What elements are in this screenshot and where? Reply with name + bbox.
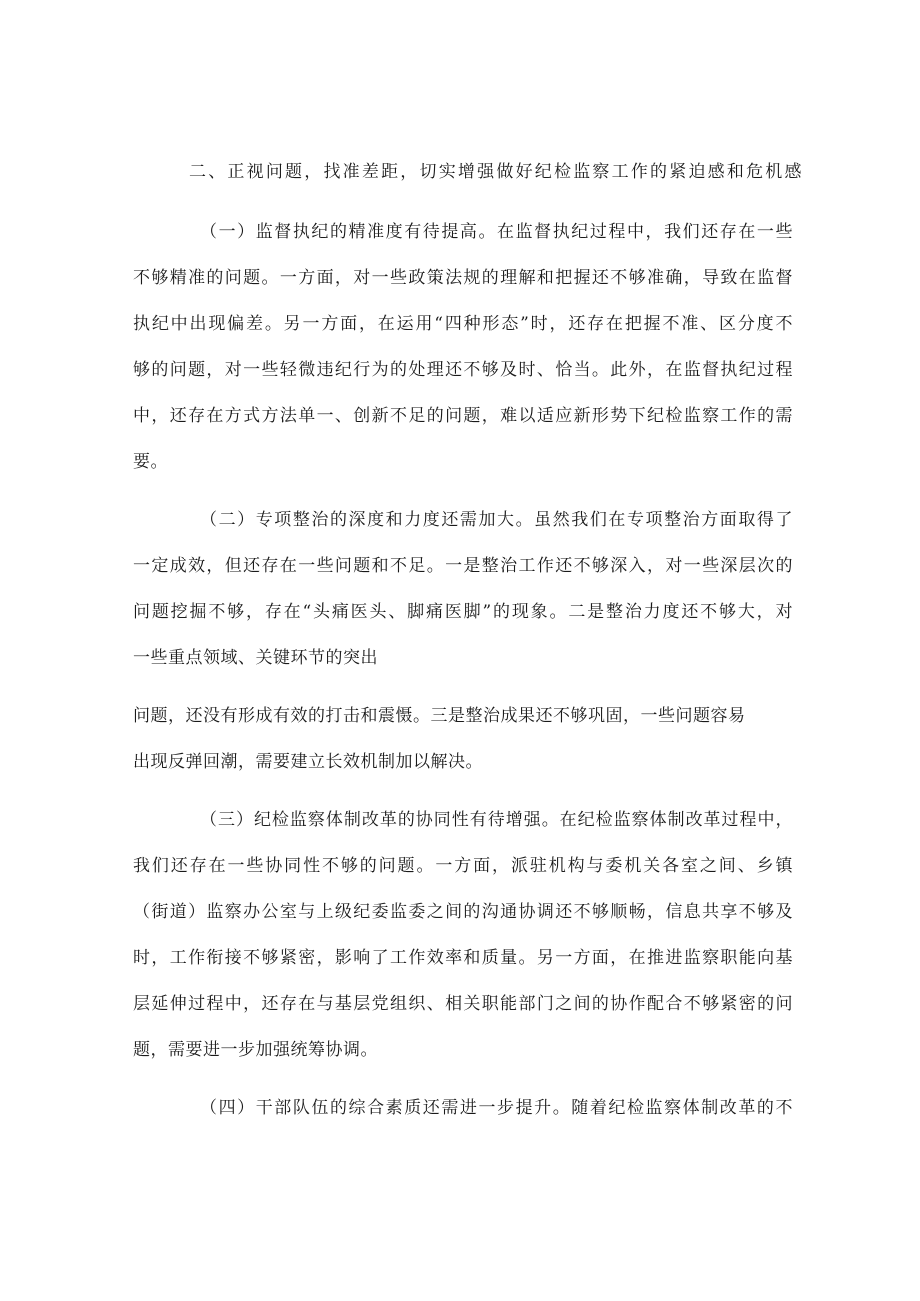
paragraph-line: （二）专项整治的深度和力度还需加大。虽然我们在专项整治方面取得了 — [200, 510, 793, 530]
paragraph-line: （四）干部队伍的综合素质还需进一步提升。随着纪检监察体制改革的不 — [200, 1098, 793, 1118]
paragraph-line: 出现反弹回潮，需要建立长效机制加以解决。 — [133, 752, 483, 772]
paragraph-line: 够的问题，对一些轻微违纪行为的处理还不够及时、恰当。此外，在监督执纪过程 — [133, 360, 793, 380]
paragraph-line: 不够精准的问题。一方面，对一些政策法规的理解和把握还不够准确，导致在监督 — [133, 268, 793, 288]
paragraph-line: 中，还存在方式方法单一、创新不足的问题，难以适应新形势下纪检监察工作的需 — [133, 406, 793, 426]
paragraph-line: 时，工作衔接不够紧密，影响了工作效率和质量。另一方面，在推进监察职能向基 — [133, 948, 793, 968]
paragraph-line: 问题，还没有形成有效的打击和震慑。三是整治成果还不够巩固，一些问题容易 — [133, 706, 746, 726]
paragraph-line: 我们还存在一些协同性不够的问题。一方面，派驻机构与委机关各室之间、乡镇 — [133, 856, 793, 876]
section-heading: 二、正视问题，找准差距，切实增强做好纪检监察工作的紧迫感和危机感 — [189, 162, 802, 182]
paragraph-line: （一）监督执纪的精准度有待提高。在监督执纪过程中，我们还存在一些 — [200, 222, 793, 242]
paragraph-line: （三）纪检监察体制改革的协同性有待增强。在纪检监察体制改革过程中， — [200, 810, 793, 830]
paragraph-line: 问题挖掘不够，存在“头痛医头、脚痛医脚”的现象。二是整治力度还不够大，对 — [133, 602, 793, 622]
paragraph-line: 题，需要进一步加强统筹协调。 — [133, 1040, 378, 1060]
paragraph-line: 一些重点领域、关键环节的突出 — [133, 648, 378, 668]
paragraph-line: 层延伸过程中，还存在与基层党组织、相关职能部门之间的协作配合不够紧密的问 — [133, 994, 793, 1014]
paragraph-line: 一定成效，但还存在一些问题和不足。一是整治工作还不够深入，对一些深层次的 — [133, 556, 793, 576]
paragraph-line: 要。 — [133, 452, 168, 472]
paragraph-line: 执纪中出现偏差。另一方面，在运用“四种形态”时，还存在把握不准、区分度不 — [133, 314, 793, 334]
paragraph-line: （街道）监察办公室与上级纪委监委之间的沟通协调还不够顺畅，信息共享不够及 — [133, 902, 793, 922]
